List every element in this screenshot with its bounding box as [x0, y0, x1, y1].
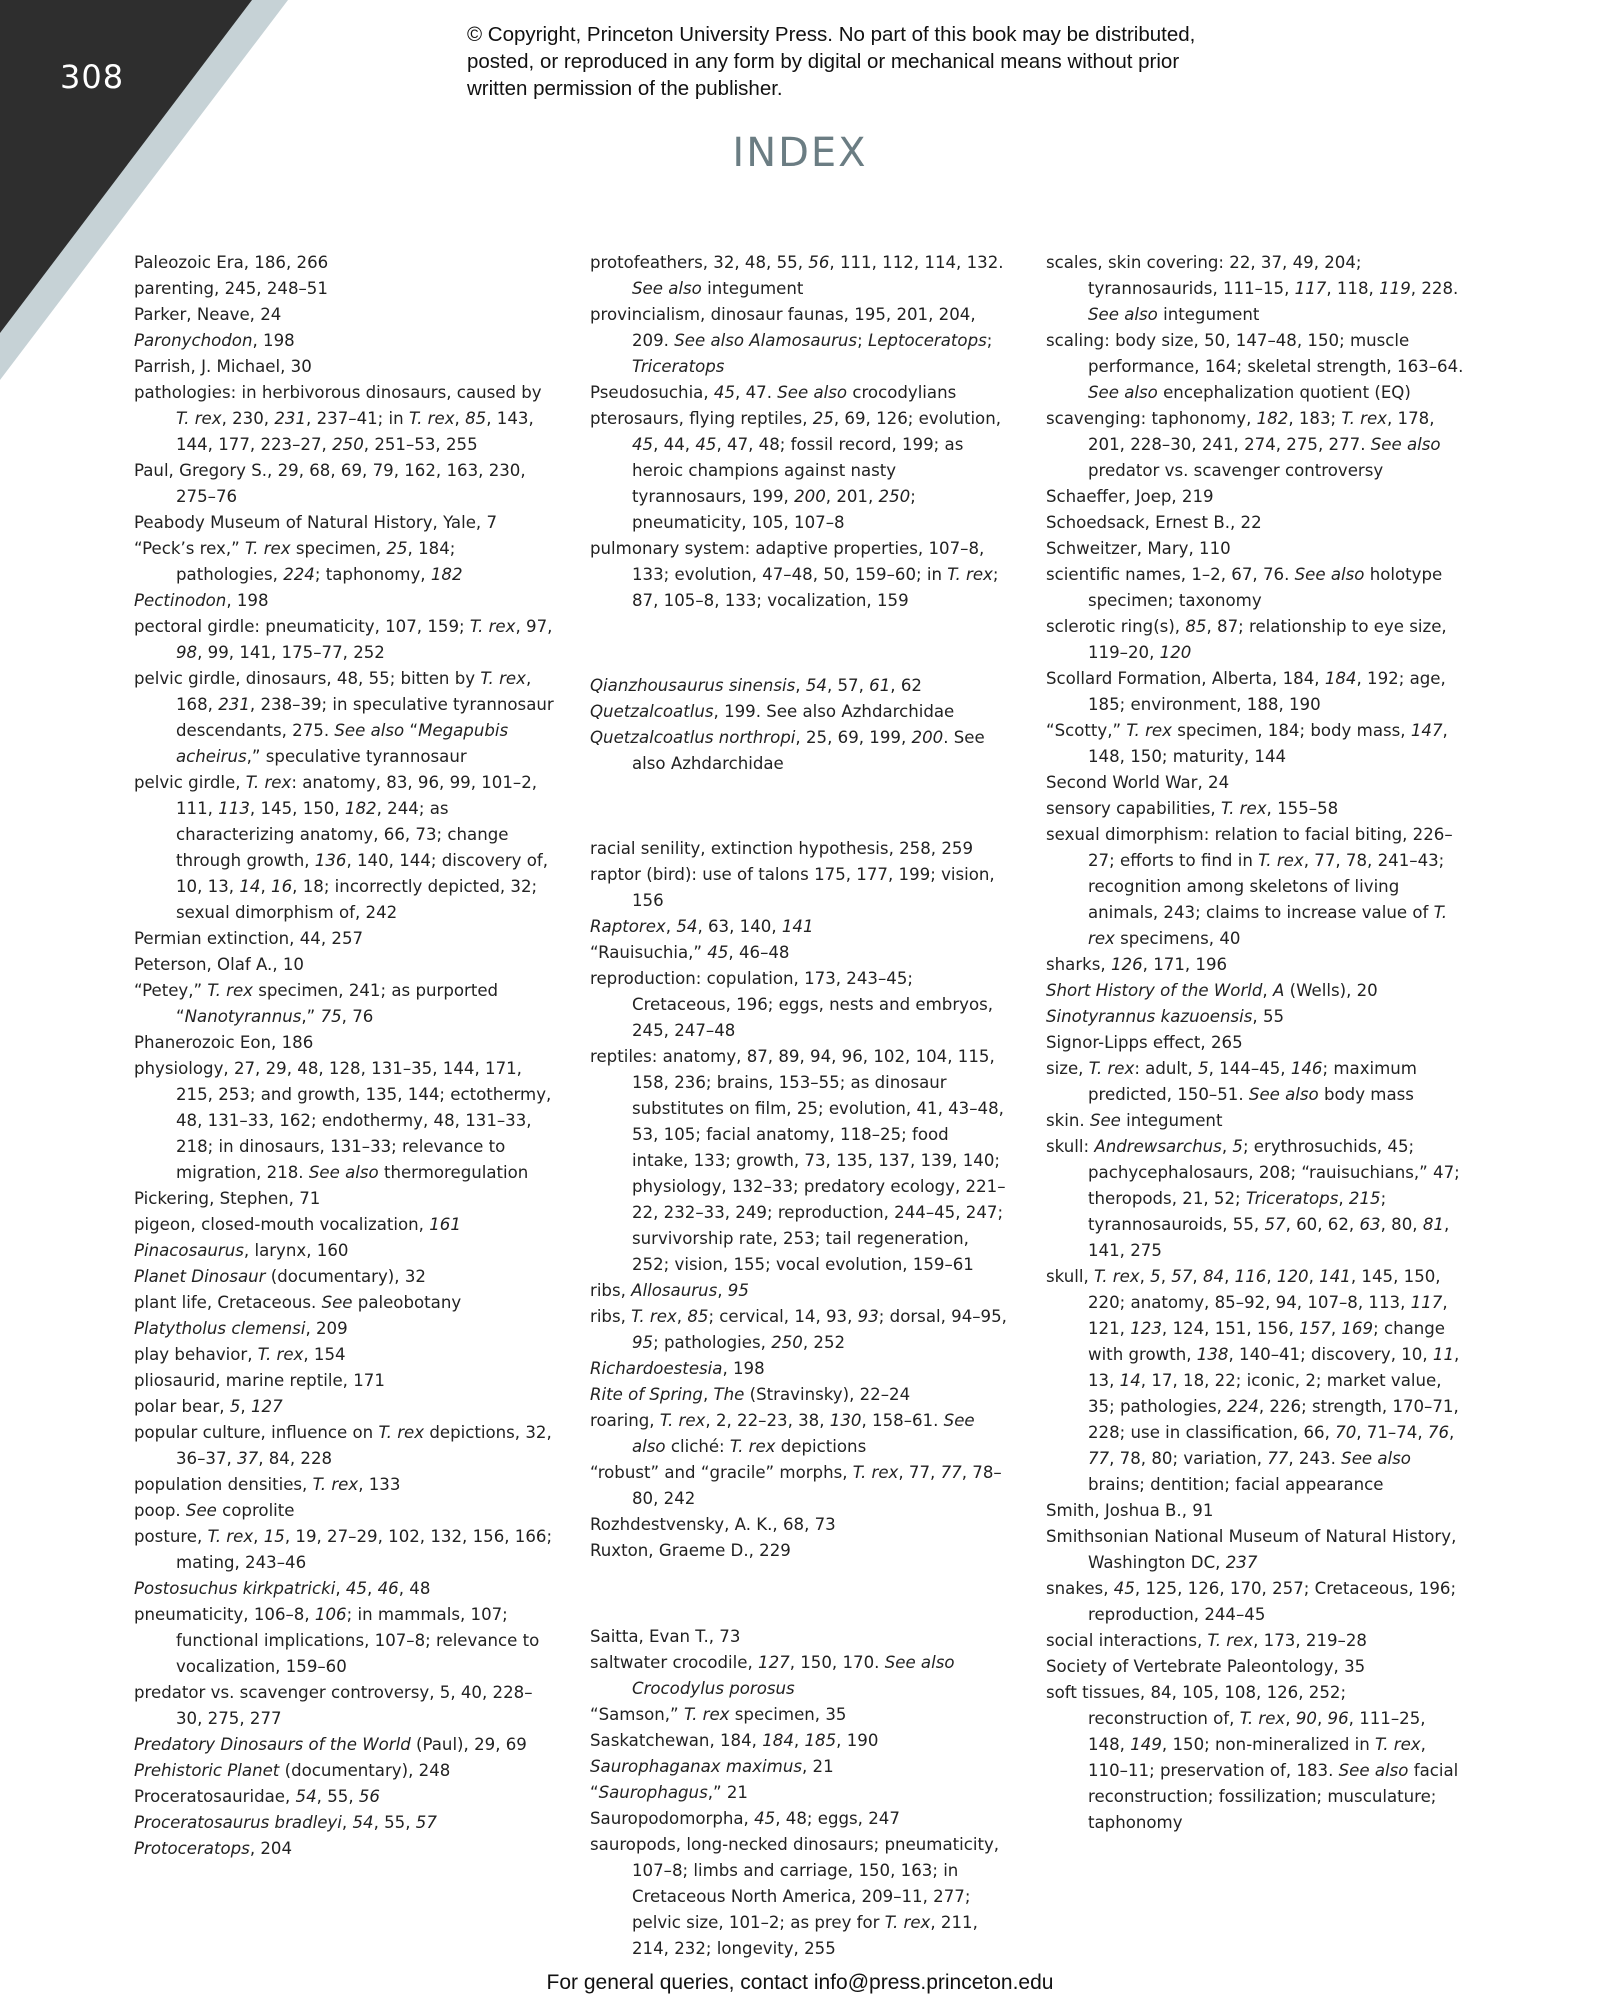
index-entry: racial senility, extinction hypothesis, 258, 259	[590, 839, 974, 859]
index-entry: provincialism, dinosaur faunas, 195, 201, 204, 209. See also Alamosaurus; Leptoceratops; Triceratops	[590, 305, 993, 376]
index-entry: Peterson, Olaf A., 10	[134, 955, 304, 974]
index-entry: posture, T. rex, 15, 19, 27–29, 102, 132, 156, 166; mating, 243–46	[134, 1527, 553, 1572]
index-entry: population densities, T. rex, 133	[134, 1475, 401, 1494]
index-column-2	[590, 250, 1010, 1962]
index-entry: pectoral girdle: pneumaticity, 107, 159; T. rex, 97, 98, 99, 141, 175–77, 252	[134, 617, 553, 662]
index-entry: Postosuchus kirkpatricki, 45, 46, 48	[134, 1579, 431, 1598]
index-entry: Saurophaganax maximus, 21	[590, 1756, 834, 1776]
index-entry: Qianzhousaurus sinensis, 54, 57, 61, 62	[590, 676, 922, 696]
index-entry: Parrish, J. Michael, 30	[134, 357, 312, 376]
index-entry: Rite of Spring, The (Stravinsky), 22–24	[590, 1385, 911, 1405]
index-entry: sharks, 126, 171, 196	[1046, 955, 1228, 974]
letter-section-gap	[590, 794, 1010, 820]
index-entry: plant life, Cretaceous. See paleobotany	[134, 1293, 462, 1312]
index-entry: scaling: body size, 50, 147–48, 150; muscle performance, 164; skeletal strength, 163–64. See also encephalization quotient (EQ)	[1046, 331, 1464, 402]
index-entry: Rozhdestvensky, A. K., 68, 73	[590, 1515, 836, 1535]
index-entry: scientific names, 1–2, 67, 76. See also holotype specimen; taxonomy	[1046, 565, 1443, 610]
index-entry: Smith, Joshua B., 91	[1046, 1501, 1214, 1520]
letter-section-gap	[590, 1581, 1010, 1607]
index-entry: sauropods, long-necked dinosaurs; pneumaticity, 107–8; limbs and carriage, 150, 163; in Cretaceous North America, 209–11, 277; pelvic size, 101–2; as prey for T. rex, 211, 214, 232; longevity, 255	[590, 1834, 1000, 1958]
index-entry: Peabody Museum of Natural History, Yale, 7	[134, 513, 498, 532]
index-entry: Society of Vertebrate Paleontology, 35	[1046, 1657, 1366, 1676]
copyright-notice: © Copyright, Princeton University Press. No part of this book may be distributed, posted, or reproduced in any form by digital or mechanical means without prior written permission of the publisher.	[467, 23, 1196, 100]
index-entry: reproduction: copulation, 173, 243–45; Cretaceous, 196; eggs, nests and embryos, 245, 247–48	[590, 969, 994, 1041]
index-entry: pigeon, closed-mouth vocalization, 161	[134, 1215, 461, 1234]
index-entry: Pseudosuchia, 45, 47. See also crocodylians	[590, 383, 957, 402]
index-entry: Sinotyrannus kazuoensis, 55	[1046, 1007, 1285, 1026]
index-entry: parenting, 245, 248–51	[134, 279, 328, 298]
index-entry: Schoedsack, Ernest B., 22	[1046, 513, 1262, 532]
index-entry: Paronychodon, 198	[134, 331, 295, 350]
index-entry: Smithsonian National Museum of Natural History, Washington DC, 237	[1046, 1527, 1457, 1572]
index-entry: Ruxton, Graeme D., 229	[590, 1541, 791, 1561]
index-entry: Pinacosaurus, larynx, 160	[134, 1241, 349, 1260]
index-entry: “Rauisuchia,” 45, 46–48	[590, 943, 790, 963]
index-entry: pulmonary system: adaptive properties, 107–8, 133; evolution, 47–48, 50, 159–60; in T. rex; 87, 105–8, 133; vocalization, 159	[590, 539, 999, 610]
index-entry: pelvic girdle, dinosaurs, 48, 55; bitten by T. rex, 168, 231, 238–39; in speculative tyrannosaur descendants, 275. See also “Megapubis acheirus,” speculative tyrannosaur	[134, 669, 554, 766]
index-entry: sexual dimorphism: relation to facial biting, 226–27; efforts to find in T. rex, 77, 78, 241–43; recognition among skeletons of living animals, 243; claims to increase value of T. rex specimens, 40	[1046, 825, 1453, 948]
index-entry: roaring, T. rex, 2, 22–23, 38, 130, 158–61. See also cliché: T. rex depictions	[590, 1411, 975, 1457]
index-column-1	[134, 250, 554, 1862]
index-entry: Raptorex, 54, 63, 140, 141	[590, 917, 814, 937]
index-entry: Paleozoic Era, 186, 266	[134, 253, 329, 272]
index-entry: raptor (bird): use of talons 175, 177, 199; vision, 156	[590, 865, 995, 911]
index-entry: Scollard Formation, Alberta, 184, 184, 192; age, 185; environment, 188, 190	[1046, 669, 1446, 714]
index-entry: Proceratosauridae, 54, 55, 56	[134, 1787, 380, 1806]
index-entry: Paul, Gregory S., 29, 68, 69, 79, 162, 163, 230, 275–76	[134, 461, 526, 506]
index-entry: skin. See integument	[1046, 1111, 1223, 1130]
index-entry: scavenging: taphonomy, 182, 183; T. rex, 178, 201, 228–30, 241, 274, 275, 277. See also predator vs. scavenger controversy	[1046, 409, 1441, 480]
index-entry: ribs, Allosaurus, 95	[590, 1281, 749, 1301]
index-entry: size, T. rex: adult, 5, 144–45, 146; maximum predicted, 150–51. See also body mass	[1046, 1059, 1417, 1104]
index-entry: Saitta, Evan T., 73	[590, 1626, 741, 1646]
index-column-3	[1046, 250, 1466, 1836]
index-entry: Schaeffer, Joep, 219	[1046, 487, 1214, 506]
index-entry: Quetzalcoatlus northropi, 25, 69, 199, 200. See also Azhdarchidae	[590, 728, 985, 774]
index-entry: protofeathers, 32, 48, 55, 56, 111, 112, 114, 132. See also integument	[590, 253, 1004, 298]
index-entry: Quetzalcoatlus, 199. See also Azhdarchidae	[590, 702, 955, 722]
index-entry: “Scotty,” T. rex specimen, 184; body mass, 147, 148, 150; maturity, 144	[1046, 721, 1448, 766]
index-entry: Prehistoric Planet (documentary), 248	[134, 1761, 451, 1780]
index-entry: physiology, 27, 29, 48, 128, 131–35, 144, 171, 215, 253; and growth, 135, 144; ectothermy, 48, 131–33, 162; endothermy, 48, 131–33, 218; in dinosaurs, 131–33; relevance to migration, 218. See also thermoregulation	[134, 1059, 552, 1182]
index-entry: saltwater crocodile, 127, 150, 170. See also Crocodylus porosus	[590, 1652, 955, 1698]
index-entry: skull, T. rex, 5, 57, 84, 116, 120, 141, 145, 150, 220; anatomy, 85–92, 94, 107–8, 113, 117, 121, 123, 124, 151, 156, 157, 169; change with growth, 138, 140–41; discovery, 10, 11, 13, 14, 17, 18, 22; iconic, 2; market value, 35; pathologies, 224, 226; strength, 170–71, 228; use in classification, 66, 70, 71–74, 76, 77, 78, 80; variation, 77, 243. See also brains; dentition; facial appearance	[1046, 1267, 1460, 1494]
index-entry: “Peck’s rex,” T. rex specimen, 25, 184; pathologies, 224; taphonomy, 182	[134, 539, 463, 584]
index-entry: Second World War, 24	[1046, 773, 1230, 792]
index-entry: Saskatchewan, 184, 184, 185, 190	[590, 1730, 879, 1750]
index-entry: pliosaurid, marine reptile, 171	[134, 1371, 385, 1390]
index-entry: pathologies: in herbivorous dinosaurs, caused by T. rex, 230, 231, 237–41; in T. rex, 85, 143, 144, 177, 223–27, 250, 251–53, 255	[134, 383, 542, 454]
index-entry: ribs, T. rex, 85; cervical, 14, 93, 93; dorsal, 94–95, 95; pathologies, 250, 252	[590, 1307, 1007, 1353]
page-title: INDEX	[732, 130, 868, 176]
index-entry: soft tissues, 84, 105, 108, 126, 252; reconstruction of, T. rex, 90, 96, 111–25, 148, 149, 150; non-mineralized in T. rex, 110–11; preservation of, 183. See also facial reconstruction; fossilization; musculature; taphonomy	[1046, 1683, 1459, 1832]
index-entry: Parker, Neave, 24	[134, 305, 282, 324]
index-entry: skull: Andrewsarchus, 5; erythrosuchids, 45; pachycephalosaurs, 208; “rauisuchians,” 47; theropods, 21, 52; Triceratops, 215; tyrannosauroids, 55, 57, 60, 62, 63, 80, 81, 141, 275	[1046, 1137, 1460, 1260]
index-entry: Signor-Lipps effect, 265	[1046, 1033, 1243, 1052]
index-entry: sclerotic ring(s), 85, 87; relationship to eye size, 119–20, 120	[1046, 617, 1447, 662]
index-entry: Schweitzer, Mary, 110	[1046, 539, 1231, 558]
index-entry: scales, skin covering: 22, 37, 49, 204; tyrannosaurids, 111–15, 117, 118, 119, 228. See also integument	[1046, 253, 1459, 324]
index-entry: Predatory Dinosaurs of the World (Paul), 29, 69	[134, 1735, 527, 1754]
index-entry: Platytholus clemensi, 209	[134, 1319, 348, 1338]
letter-section-gap	[590, 631, 1010, 657]
index-entry: “Petey,” T. rex specimen, 241; as purported “Nanotyrannus,” 75, 76	[134, 981, 499, 1026]
index-entry: Sauropodomorpha, 45, 48; eggs, 247	[590, 1808, 900, 1828]
index-entry: Permian extinction, 44, 257	[134, 929, 364, 948]
index-entry: pneumaticity, 106–8, 106; in mammals, 107; functional implications, 107–8; relevance to vocalization, 159–60	[134, 1605, 540, 1676]
index-entry: snakes, 45, 125, 126, 170, 257; Cretaceous, 196; reproduction, 244–45	[1046, 1579, 1457, 1624]
index-entry: pterosaurs, flying reptiles, 25, 69, 126; evolution, 45, 44, 45, 47, 48; fossil record, 199; as heroic champions against nasty tyrannosaurs, 199, 200, 201, 250; pneumaticity, 105, 107–8	[590, 409, 1001, 532]
index-entry: reptiles: anatomy, 87, 89, 94, 96, 102, 104, 115, 158, 236; brains, 153–55; as dinosaur substitutes on film, 25; evolution, 41, 43–48, 53, 105; facial anatomy, 118–25; food intake, 133; growth, 73, 135, 137, 139, 140; physiology, 132–33; predatory ecology, 221–22, 232–33, 249; reproduction, 244–45, 247; survivorship rate, 253; tail regeneration, 252; vision, 155; vocal evolution, 159–61	[590, 1047, 1006, 1275]
index-entry: Proceratosaurus bradleyi, 54, 55, 57	[134, 1813, 437, 1832]
index-entry: “robust” and “gracile” morphs, T. rex, 77, 77, 78–80, 242	[590, 1463, 1002, 1509]
index-entry: popular culture, influence on T. rex depictions, 32, 36–37, 37, 84, 228	[134, 1423, 552, 1468]
index-entry: Phanerozoic Eon, 186	[134, 1033, 314, 1052]
footer-contact: For general queries, contact info@press.princeton.edu	[546, 1971, 1054, 1994]
index-entry: “Saurophagus,” 21	[590, 1782, 748, 1802]
index-entry: Planet Dinosaur (documentary), 32	[134, 1267, 426, 1286]
index-entry: sensory capabilities, T. rex, 155–58	[1046, 799, 1339, 818]
index-entry: pelvic girdle, T. rex: anatomy, 83, 96, 99, 101–2, 111, 113, 145, 150, 182, 244; as characterizing anatomy, 66, 73; change through growth, 136, 140, 144; discovery of, 10, 13, 14, 16, 18; incorrectly depicted, 32; sexual dimorphism of, 242	[134, 773, 549, 922]
index-entry: “Samson,” T. rex specimen, 35	[590, 1704, 847, 1724]
index-entry: social interactions, T. rex, 173, 219–28	[1046, 1631, 1367, 1650]
index-entry: Richardoestesia, 198	[590, 1359, 765, 1379]
index-entry: Pickering, Stephen, 71	[134, 1189, 321, 1208]
index-entry: predator vs. scavenger controversy, 5, 40, 228–30, 275, 277	[134, 1683, 533, 1728]
index-entry: polar bear, 5, 127	[134, 1397, 283, 1416]
index-entry: Short History of the World, A (Wells), 20	[1046, 981, 1378, 1000]
index-entry: play behavior, T. rex, 154	[134, 1345, 346, 1364]
index-entry: poop. See coprolite	[134, 1501, 295, 1520]
page-number: 308	[60, 58, 125, 96]
index-entry: Protoceratops, 204	[134, 1839, 293, 1858]
index-entry: Pectinodon, 198	[134, 591, 269, 610]
